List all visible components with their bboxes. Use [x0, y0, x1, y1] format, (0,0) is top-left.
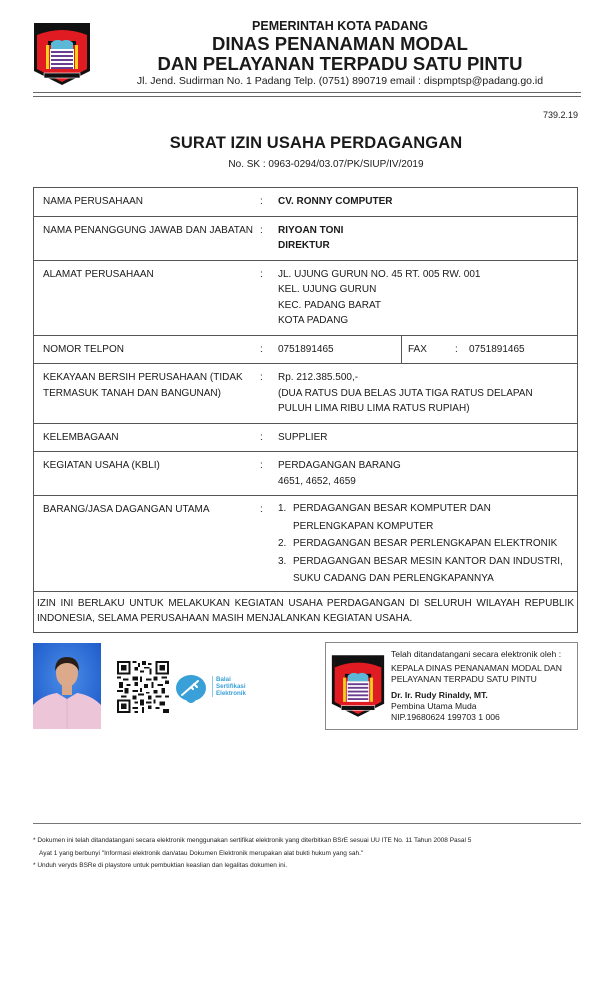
- document-title: SURAT IZIN USAHA PERDAGANGAN: [169, 134, 463, 152]
- document-code: 739.2.19: [542, 110, 578, 120]
- bsre-line2: Sertifikasi: [216, 683, 246, 690]
- row-address: [34, 261, 577, 336]
- field-label: NAMA PERUSAHAAN: [43, 196, 144, 207]
- row-phone: [34, 336, 577, 365]
- address-line: KEC. PADANG BARAT: [278, 299, 381, 311]
- signer-rank: Pembina Utama Muda: [391, 701, 477, 711]
- bsre-line1: Balai: [216, 676, 231, 683]
- address-line: KEL. UJUNG GURUN: [278, 284, 377, 295]
- row-responsible-person: [34, 217, 577, 261]
- colon: :: [260, 372, 263, 383]
- fax-value: 0751891465: [469, 343, 525, 355]
- net-worth-amount: Rp. 212.385.500,-: [278, 372, 359, 383]
- item-number: 2.: [278, 538, 287, 549]
- row-company-name: [34, 188, 577, 217]
- bsre-line3: Elektronik: [216, 690, 246, 697]
- kota-padang-emblem-icon: [32, 21, 92, 87]
- government-name: PEMERINTAH KOTA PADANG: [252, 19, 428, 33]
- item-text: PERDAGANGAN BESAR MESIN KANTOR DAN INDUSTRI, SUKU CADANG DAN PERLENGKAPANNYA: [293, 555, 563, 584]
- signer-nip: NIP.19680624 199703 1 006: [391, 712, 500, 722]
- colon: :: [260, 224, 263, 236]
- letterhead-divider: [33, 92, 581, 93]
- footnote-2: * Unduh veryds BSRe di playstore untuk pembuktian keaslian dan legalitas dokumen ini.: [33, 862, 288, 869]
- fax-label: FAX: [408, 343, 427, 355]
- list-item: [278, 535, 571, 553]
- colon: :: [260, 460, 263, 471]
- business-activity-value: PERDAGANGAN BARANG: [278, 460, 401, 471]
- agency-address: Jl. Jend. Sudirman No. 1 Padang Telp. (0751) 890719 email : dispmptsp@padang.go.id: [136, 75, 544, 87]
- agency-name-line2: DAN PELAYANAN TERPADU SATU PINTU: [157, 53, 523, 74]
- phone-value: 0751891465: [278, 343, 334, 355]
- item-number: 3.: [278, 555, 287, 567]
- company-name-value: CV. RONNY COMPUTER: [278, 196, 393, 207]
- list-item: [278, 553, 571, 588]
- list-item: [278, 500, 571, 535]
- row-institution: [34, 424, 577, 453]
- fax-cell: [401, 336, 577, 364]
- signer-name: Dr. Ir. Rudy Rinaldy, MT.: [391, 690, 488, 700]
- item-text: PERDAGANGAN BESAR KOMPUTER DAN PERLENGKAPAN KOMPUTER: [293, 503, 491, 532]
- address-line: JL. UJUNG GURUN NO. 45 RT. 005 RW. 001: [278, 268, 481, 280]
- letterhead: [30, 18, 580, 94]
- colon: :: [260, 343, 263, 355]
- footnote-1-continued: Ayat 1 yang berbunyi "Informasi elektronik dan/atau Dokumen Elektronik merupakan alat bukti hukum yang sah.": [39, 849, 364, 857]
- signer-office-line1: KEPALA DINAS PENANAMAN MODAL DAN: [391, 663, 562, 673]
- field-label: BARANG/JASA DAGANGAN UTAMA: [43, 504, 210, 515]
- holder-photo: [33, 643, 101, 729]
- address-line: KOTA PADANG: [278, 315, 349, 326]
- bsre-key-icon: [174, 673, 208, 707]
- institution-value: SUPPLIER: [278, 431, 328, 443]
- validity-note: IZIN INI BERLAKU UNTUK MELAKUKAN KEGIATAN USAHA PERDAGANGAN DI SELURUH WILAYAH REPUBLIK INDONESIA, SELAMA PERUSAHAAN MASIH MENJALANKAN KEGIATAN USAHA.: [34, 592, 577, 633]
- net-worth-words: (DUA RATUS DUA BELAS JUTA TIGA RATUS DELAPAN PULUH LIMA RIBU LIMA RATUS RUPIAH): [278, 387, 533, 414]
- field-label: KELEMBAGAAN: [43, 431, 119, 443]
- footnotes: [33, 835, 581, 873]
- colon: :: [260, 504, 263, 515]
- field-label: KEKAYAAN BERSIH PERUSAHAAN (TIDAK TERMASUK TANAH DAN BANGUNAN): [43, 372, 243, 399]
- responsible-position: DIREKTUR: [278, 240, 330, 251]
- signature-box: [325, 642, 578, 730]
- colon: :: [260, 196, 263, 207]
- signed-by-intro: Telah ditandatangani secara elektronik oleh :: [391, 649, 562, 659]
- row-business-activity: [34, 452, 577, 496]
- field-label: NAMA PENANGGUNG JAWAB DAN JABATAN: [43, 224, 254, 236]
- agency-name-line1: DINAS PENANAMAN MODAL: [212, 33, 468, 54]
- sk-number: No. SK : 0963-0294/03.07/PK/SIUP/IV/2019: [228, 159, 424, 170]
- field-label: ALAMAT PERUSAHAAN: [43, 268, 154, 280]
- qr-code-icon: [117, 660, 169, 714]
- field-label: KEGIATAN USAHA (KBLI): [43, 460, 160, 471]
- footnote-1: * Dokumen ini telah ditandatangani secara elektronik menggunakan sertifikat elektronik yang diterbitkan BSrE sesuai UU ITE No. 11 Tahun 2008 Pasal 5: [33, 837, 472, 844]
- bsre-logo: [174, 670, 264, 710]
- letterhead-divider: [33, 96, 581, 97]
- item-text: PERDAGANGAN BESAR PERLENGKAPAN ELEKTRONIK: [293, 538, 558, 549]
- row-net-worth: [34, 364, 577, 424]
- kbli-codes: 4651, 4652, 4659: [278, 475, 356, 487]
- row-main-goods: [34, 496, 577, 592]
- main-goods-list: [278, 500, 571, 588]
- field-label: NOMOR TELPON: [43, 343, 124, 355]
- responsible-name: RIYOAN TONI: [278, 224, 344, 236]
- kota-padang-emblem-icon: [330, 651, 386, 721]
- colon: :: [260, 268, 263, 280]
- colon: :: [260, 431, 263, 443]
- footer-divider: [33, 823, 581, 824]
- license-details-table: [33, 187, 578, 633]
- item-number: 1.: [278, 503, 287, 514]
- colon: :: [455, 343, 458, 355]
- signer-office-line2: PELAYANAN TERPADU SATU PINTU: [391, 674, 537, 684]
